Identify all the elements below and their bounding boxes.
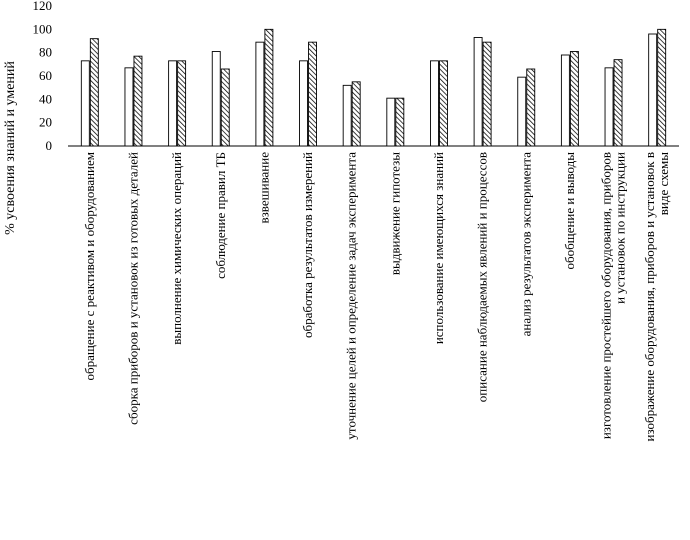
y-tick-label: 100 bbox=[32, 21, 52, 37]
bar bbox=[649, 34, 657, 146]
bar bbox=[212, 52, 220, 147]
y-axis-title: % усвоения знаний и умений bbox=[3, 61, 18, 235]
y-axis bbox=[33, 0, 53, 153]
bar bbox=[81, 61, 89, 146]
x-tick-label: изображение оборудования, приборов и установок в bbox=[642, 152, 658, 442]
y-tick-label: 20 bbox=[39, 114, 52, 130]
x-tick-label: использование имеющихся знаний bbox=[430, 152, 446, 345]
x-tick-label: обращение с реактивом и оборудованием bbox=[81, 151, 97, 381]
bar bbox=[561, 55, 569, 146]
bar bbox=[518, 77, 526, 146]
x-axis-labels bbox=[82, 152, 671, 442]
bar bbox=[527, 69, 535, 146]
x-tick-label: соблюдение правил ТБ bbox=[212, 152, 228, 279]
bar bbox=[134, 56, 142, 146]
bar bbox=[430, 61, 438, 146]
bar bbox=[221, 69, 229, 146]
bars bbox=[81, 29, 665, 146]
bar bbox=[605, 68, 613, 146]
bar bbox=[658, 29, 666, 146]
x-tick-label: уточнение целей и определение задач эксперимента bbox=[343, 152, 359, 440]
bar bbox=[570, 52, 578, 147]
x-tick-label: обработка результатов измерений bbox=[300, 152, 316, 339]
bar bbox=[125, 68, 133, 146]
bar bbox=[352, 82, 360, 146]
x-tick-label: описание наблюдаемых явлений и процессов bbox=[474, 152, 490, 403]
x-tick-label: анализ результатов эксперимента bbox=[518, 152, 534, 337]
bar bbox=[474, 38, 482, 147]
bar bbox=[343, 85, 351, 146]
bar bbox=[387, 98, 395, 146]
y-tick-label: 120 bbox=[32, 0, 52, 13]
bar bbox=[169, 61, 177, 146]
bar bbox=[396, 98, 404, 146]
x-tick-label: взвешивание bbox=[256, 152, 272, 224]
x-tick-label: выдвижение гипотезы bbox=[387, 151, 403, 276]
y-tick-label: 80 bbox=[39, 44, 52, 60]
y-tick-label: 60 bbox=[39, 68, 52, 83]
y-tick-label: 0 bbox=[45, 138, 52, 153]
x-tick-label: изготовление простейшего оборудования, приборов bbox=[598, 152, 614, 440]
bar bbox=[90, 39, 98, 146]
bar bbox=[256, 42, 264, 146]
bar bbox=[309, 42, 317, 146]
bar bbox=[178, 61, 186, 146]
y-tick-label: 40 bbox=[39, 91, 52, 107]
x-tick-label: виде схемы bbox=[656, 152, 672, 216]
bar bbox=[300, 61, 308, 146]
x-tick-label: выполнение химических операций bbox=[169, 152, 185, 345]
bar bbox=[265, 29, 273, 146]
x-tick-label: обобщение и выводы bbox=[561, 152, 577, 270]
bar bbox=[439, 61, 447, 146]
bar bbox=[614, 60, 622, 146]
x-tick-label: и установок по инструкции bbox=[612, 152, 628, 304]
bar bbox=[483, 42, 491, 146]
x-tick-label: сборка приборов и установок из готовых деталей bbox=[125, 152, 141, 425]
